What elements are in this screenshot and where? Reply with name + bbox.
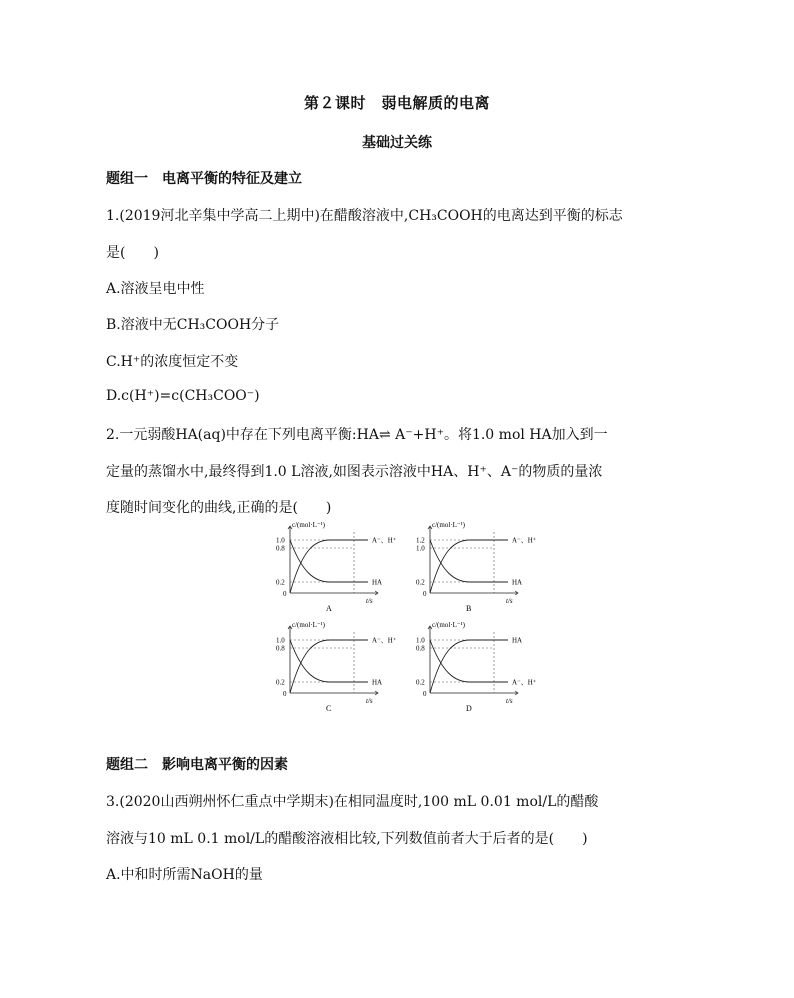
curve-label-bottom: HA [372,578,383,587]
panel-label: C [326,704,332,713]
tick-label: 1.0 [416,636,425,645]
tick-label: 0.2 [276,578,285,587]
q2-stem-line3: 度随时间变化的曲线,正确的是( ) [106,500,332,516]
tick-label: 0.8 [416,644,425,653]
curve-rising [290,540,368,593]
y-axis-label: c/(mol·L⁻¹) [292,621,326,629]
curve-label-top: A⁻、H⁺ [372,636,397,645]
page-title: 第２课时 弱电解质的电离 [303,94,490,112]
curve-label-top: A⁻、H⁺ [372,536,397,545]
y-axis-label: c/(mol·L⁻¹) [292,521,326,529]
q2-stem-line2: 定量的蒸馏水中,最终得到1.0 L溶液,如图表示溶液中HA、H⁺、A⁻的物质的量浓 [106,464,603,480]
tick-label: 0.2 [416,578,425,587]
q1-option-a: A.溶液呈电中性 [106,281,205,297]
tick-label: 0.8 [276,644,285,653]
q1-stem-line1: 1.(2019河北辛集中学高二上期中)在醋酸溶液中,CH₃COOH的电离达到平衡的标志 [106,208,623,224]
section-subtitle: 基础过关练 [362,135,432,151]
origin-label: 0 [423,590,427,598]
panel-label: B [466,604,472,613]
graph-panel-b [416,521,537,613]
x-axis-label: t/s [506,697,513,705]
curve-label-top: HA [512,636,523,645]
q1-option-b: B.溶液中无CH₃COOH分子 [106,317,280,333]
origin-label: 0 [423,690,427,698]
group-heading-1: 题组一 电离平衡的特征及建立 [106,171,302,187]
y-axis-label: c/(mol·L⁻¹) [432,521,466,529]
q3-stem-line2: 溶液与10 mL 0.1 mol/L的醋酸溶液相比较,下列数值前者大于后者的是( ) [106,831,588,847]
group-heading-2: 题组二 影响电离平衡的因素 [106,757,288,773]
q3-option-a: A.中和时所需NaOH的量 [106,867,263,883]
curve-label-bottom: A⁻、H⁺ [512,678,537,687]
x-axis-label: t/s [506,597,513,605]
q2-graphs [260,518,540,718]
graph-panel-d [416,621,537,713]
tick-label: 0.2 [416,678,425,687]
panel-label: D [466,704,472,713]
x-axis-label: t/s [366,697,373,705]
tick-label: 0.2 [276,678,285,687]
graph-panel-a [276,521,397,613]
curve-rising [430,640,508,693]
x-axis-label: t/s [366,597,373,605]
q1-stem-line2: 是( ) [106,245,159,261]
q1-option-d: D.c(H⁺)=c(CH₃COO⁻) [106,388,260,404]
q1-option-c: C.H⁺的浓度恒定不变 [106,354,239,370]
y-axis-label: c/(mol·L⁻¹) [432,621,466,629]
tick-label: 1.2 [416,536,425,545]
q2-stem-line1: 2.一元弱酸HA(aq)中存在下列电离平衡:HA⇌ A⁻+H⁺。将1.0 mol HA加入到一 [106,427,608,443]
curve-label-bottom: HA [372,678,383,687]
curve-label-bottom: HA [512,578,523,587]
tick-label: 1.0 [416,544,425,553]
graph-panel-c [276,621,397,713]
panel-label: A [326,604,332,613]
tick-label: 1.0 [276,636,285,645]
q3-stem-line1: 3.(2020山西朔州怀仁重点中学期末)在相同温度时,100 mL 0.01 mol/L的醋酸 [106,794,599,810]
curve-rising [430,540,508,593]
tick-label: 1.0 [276,536,285,545]
origin-label: 0 [283,690,287,698]
curve-rising [290,640,368,693]
origin-label: 0 [283,590,287,598]
tick-label: 0.8 [276,544,285,553]
curve-label-top: A⁻、H⁺ [512,536,537,545]
